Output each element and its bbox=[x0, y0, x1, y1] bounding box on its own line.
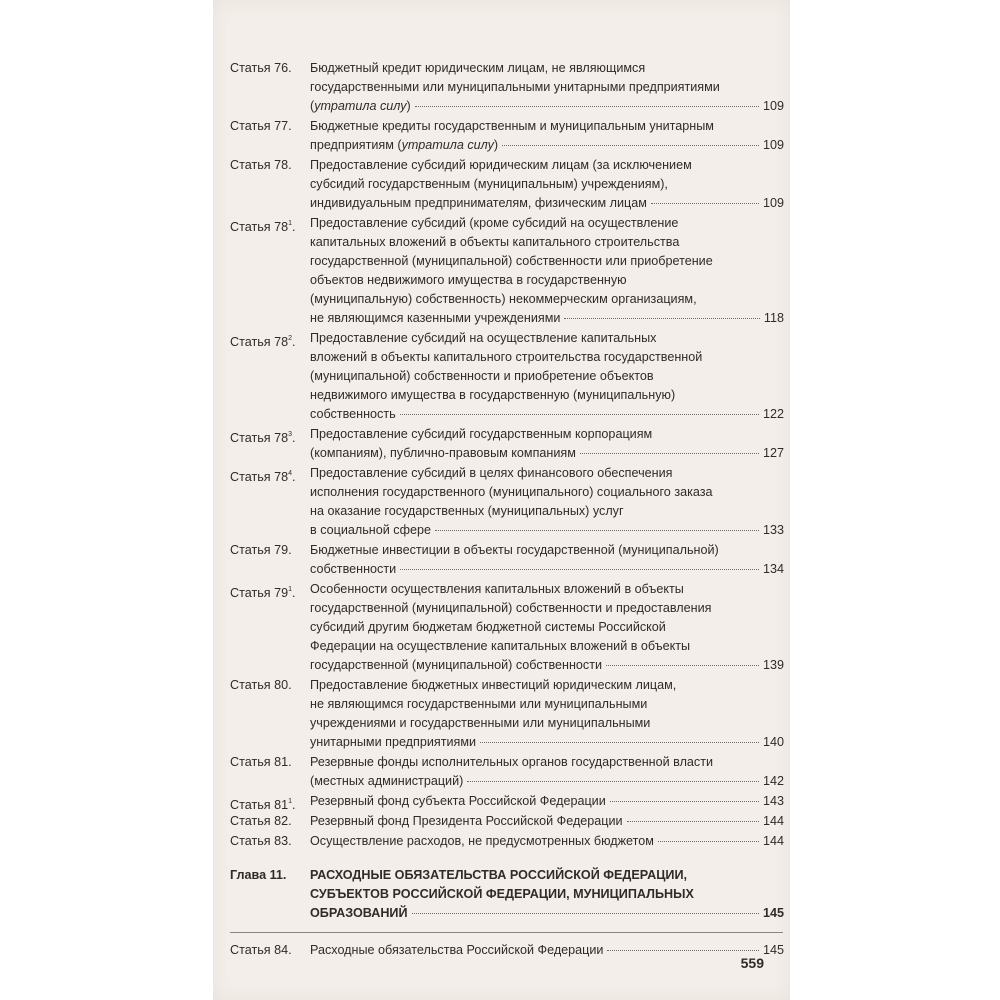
title-line: Бюджетные инвестиции в объекты государственной (муниципальной) bbox=[310, 543, 719, 557]
title-line: (компаниям), публично-правовым компаниям bbox=[310, 446, 576, 460]
article-label bbox=[230, 541, 292, 560]
title-last-line bbox=[310, 832, 784, 851]
title-line: государственной (муниципальной) собственности или приобретение bbox=[310, 254, 713, 268]
page-ref: 122 bbox=[762, 407, 784, 421]
page-ref: 142 bbox=[762, 774, 784, 788]
label-text: Статья 82. bbox=[230, 814, 292, 828]
title-last-line bbox=[310, 656, 784, 675]
title-last-line bbox=[310, 941, 784, 960]
title-line: Предоставление субсидий юридическим лицам (за исключением bbox=[310, 158, 692, 172]
dot-leader bbox=[467, 781, 759, 782]
article-superscript: 4 bbox=[288, 470, 293, 477]
page-ref: 109 bbox=[762, 99, 784, 113]
title-last-line bbox=[310, 904, 784, 923]
title-line: исполнения государственного (муниципального) социального заказа bbox=[310, 485, 713, 499]
title-last-line bbox=[310, 521, 784, 540]
book-page bbox=[213, 0, 790, 1000]
entry-title bbox=[310, 941, 784, 960]
dot-leader bbox=[435, 530, 759, 531]
title-line: субсидий государственным (муниципальным) учреждениям), bbox=[310, 177, 668, 191]
title-last-line bbox=[310, 812, 784, 831]
label-text: Статья 78 bbox=[230, 431, 289, 445]
dot-leader bbox=[651, 203, 759, 204]
title-last-line bbox=[310, 309, 784, 328]
italic-note: утратила силу bbox=[314, 99, 407, 113]
label-text: Статья 83. bbox=[230, 834, 292, 848]
title-line: на оказание государственных (муниципальных) услуг bbox=[310, 504, 624, 518]
title-line: собственность bbox=[310, 407, 396, 421]
title-line: Предоставление субсидий в целях финансового обеспечения bbox=[310, 466, 673, 480]
label-text: Статья 76. bbox=[230, 61, 292, 75]
dot-leader bbox=[480, 742, 759, 743]
article-label bbox=[230, 59, 292, 78]
title-last-line bbox=[310, 560, 784, 579]
label-text: Статья 81 bbox=[230, 798, 289, 812]
title-line: государственной (муниципальной) собственности bbox=[310, 658, 603, 672]
title-line: унитарными предприятиями bbox=[310, 735, 477, 749]
label-text: Статья 78. bbox=[230, 158, 292, 172]
title-line: государственной (муниципальной) собственности и предоставления bbox=[310, 601, 712, 615]
page-ref: 118 bbox=[763, 311, 784, 325]
dot-leader bbox=[564, 318, 760, 319]
article-superscript: 1 bbox=[288, 586, 293, 593]
entry-title bbox=[310, 866, 784, 923]
entry-title bbox=[310, 676, 784, 752]
title-line: Федерации на осуществление капитальных вложений в объекты bbox=[310, 639, 691, 653]
entry-title bbox=[310, 329, 784, 424]
title-line: ОБРАЗОВАНИЙ bbox=[310, 906, 408, 920]
dot-leader bbox=[627, 821, 759, 822]
entry-title bbox=[310, 832, 784, 851]
page-ref: 134 bbox=[762, 562, 784, 576]
title-line: Предоставление бюджетных инвестиций юридическим лицам, bbox=[310, 678, 677, 692]
entry-title bbox=[310, 425, 784, 463]
title-line: (муниципальной) собственности и приобретение объектов bbox=[310, 369, 654, 383]
article-label: Статья $79^1$. bbox=[230, 586, 296, 600]
dot-leader bbox=[580, 453, 759, 454]
article-label bbox=[230, 812, 292, 831]
label-text: Статья 80. bbox=[230, 678, 292, 692]
page-number: 559 bbox=[740, 955, 764, 971]
entry-title bbox=[310, 464, 784, 540]
title-line: Предоставление субсидий на осуществление капитальных bbox=[310, 331, 657, 345]
article-label bbox=[230, 753, 292, 772]
title-line: не являющимся государственными или муниципальными bbox=[310, 697, 648, 711]
article-superscript: 3 bbox=[288, 431, 293, 438]
title-line: собственности bbox=[310, 562, 397, 576]
title-line: предприятиям (утратила силу) bbox=[310, 138, 499, 152]
label-text: Статья 84. bbox=[230, 943, 292, 957]
article-superscript: 1 bbox=[288, 798, 293, 805]
title-line: субсидий другим бюджетам бюджетной системы Российской bbox=[310, 620, 666, 634]
dot-leader bbox=[415, 106, 759, 107]
dot-leader bbox=[610, 801, 759, 802]
title-last-line bbox=[310, 733, 784, 752]
title-last-line bbox=[310, 444, 784, 463]
entry-title bbox=[310, 156, 784, 213]
page-ref: 144 bbox=[762, 814, 784, 828]
section-divider bbox=[230, 932, 783, 933]
title-line: (утратила силу) bbox=[310, 99, 411, 113]
title-line: капитальных вложений в объекты капитального строительства bbox=[310, 235, 680, 249]
title-line: (местных администраций) bbox=[310, 774, 464, 788]
title-line: недвижимого имущества в государственную (муниципальную) bbox=[310, 388, 676, 402]
article-superscript: 1 bbox=[288, 220, 293, 227]
article-label: Статья $78^1$. bbox=[230, 220, 296, 234]
entry-title bbox=[310, 541, 784, 579]
dot-leader bbox=[400, 569, 759, 570]
page-ref: 145 bbox=[762, 943, 784, 957]
label-text: Статья 78 bbox=[230, 220, 289, 234]
article-label bbox=[230, 156, 292, 175]
entry-title bbox=[310, 812, 784, 831]
title-line: Бюджетный кредит юридическим лицам, не являющимся bbox=[310, 61, 646, 75]
dot-leader bbox=[607, 950, 759, 951]
entry-title bbox=[310, 580, 784, 675]
title-line: Осуществление расходов, не предусмотренных бюджетом bbox=[310, 834, 654, 848]
title-line: не являющимся казенными учреждениями bbox=[310, 311, 561, 325]
title-last-line bbox=[310, 772, 784, 791]
article-label: Статья $81^1$. bbox=[230, 798, 296, 812]
title-line: государственными или муниципальными унитарными предприятиями bbox=[310, 80, 720, 94]
title-line: вложений в объекты капитального строительства государственной bbox=[310, 350, 703, 364]
page-ref: 133 bbox=[762, 523, 784, 537]
article-label bbox=[230, 117, 292, 136]
page-ref: 145 bbox=[762, 906, 784, 920]
page-ref: 140 bbox=[762, 735, 784, 749]
title-line: РАСХОДНЫЕ ОБЯЗАТЕЛЬСТВА РОССИЙСКОЙ ФЕДЕРАЦИИ, bbox=[310, 868, 687, 882]
label-text: Статья 78 bbox=[230, 470, 289, 484]
label-text: Статья 78 bbox=[230, 335, 289, 349]
dot-leader bbox=[400, 414, 759, 415]
title-line: Резервный фонд Президента Российской Федерации bbox=[310, 814, 623, 828]
label-text: Статья 79 bbox=[230, 586, 289, 600]
chapter-label bbox=[230, 866, 286, 885]
page-ref: 109 bbox=[762, 196, 784, 210]
entry-title bbox=[310, 117, 784, 155]
page-ref: 127 bbox=[762, 446, 784, 460]
dot-leader bbox=[412, 913, 759, 914]
label-text: Статья 77. bbox=[230, 119, 292, 133]
dot-leader bbox=[658, 841, 759, 842]
title-line: (муниципальную) собственность) некоммерческим организациям, bbox=[310, 292, 697, 306]
title-line: Предоставление субсидий государственным корпорациям bbox=[310, 427, 653, 441]
title-last-line bbox=[310, 136, 784, 155]
title-last-line bbox=[310, 405, 784, 424]
label-text: Глава 11. bbox=[230, 868, 287, 882]
title-line: СУБЪЕКТОВ РОССИЙСКОЙ ФЕДЕРАЦИИ, МУНИЦИПАЛЬНЫХ bbox=[310, 887, 694, 901]
entry-title bbox=[310, 59, 784, 116]
page-ref: 109 bbox=[762, 138, 784, 152]
article-label: Статья $78^4$. bbox=[230, 470, 296, 484]
label-text: Статья 79. bbox=[230, 543, 292, 557]
article-label: Статья $78^2$. bbox=[230, 335, 296, 349]
page-ref: 143 bbox=[762, 794, 784, 808]
title-last-line bbox=[310, 194, 784, 213]
article-label: Статья $78^3$. bbox=[230, 431, 296, 445]
italic-note: утратила силу bbox=[401, 138, 494, 152]
page-ref: 139 bbox=[762, 658, 784, 672]
title-line: Предоставление субсидий (кроме субсидий на осуществление bbox=[310, 216, 679, 230]
title-last-line bbox=[310, 97, 784, 116]
article-label bbox=[230, 832, 292, 851]
entry-title bbox=[310, 792, 784, 811]
dot-leader bbox=[606, 665, 759, 666]
title-last-line bbox=[310, 792, 784, 811]
entry-title bbox=[310, 214, 784, 328]
article-superscript: 2 bbox=[288, 335, 293, 342]
article-label bbox=[230, 941, 292, 960]
title-line: учреждениями и государственными или муниципальными bbox=[310, 716, 651, 730]
title-line: Расходные обязательства Российской Федерации bbox=[310, 943, 604, 957]
page-ref: 144 bbox=[762, 834, 784, 848]
title-line: Резервные фонды исполнительных органов государственной власти bbox=[310, 755, 714, 769]
dot-leader bbox=[502, 145, 759, 146]
title-line: объектов недвижимого имущества в государственную bbox=[310, 273, 627, 287]
title-line: Особенности осуществления капитальных вложений в объекты bbox=[310, 582, 684, 596]
title-line: индивидуальным предпринимателям, физическим лицам bbox=[310, 196, 647, 210]
label-text: Статья 81. bbox=[230, 755, 292, 769]
title-line: Бюджетные кредиты государственным и муниципальным унитарным bbox=[310, 119, 714, 133]
title-line: Резервный фонд субъекта Российской Федерации bbox=[310, 794, 606, 808]
title-line: в социальной сфере bbox=[310, 523, 431, 537]
entry-title bbox=[310, 753, 784, 791]
article-label bbox=[230, 676, 292, 695]
